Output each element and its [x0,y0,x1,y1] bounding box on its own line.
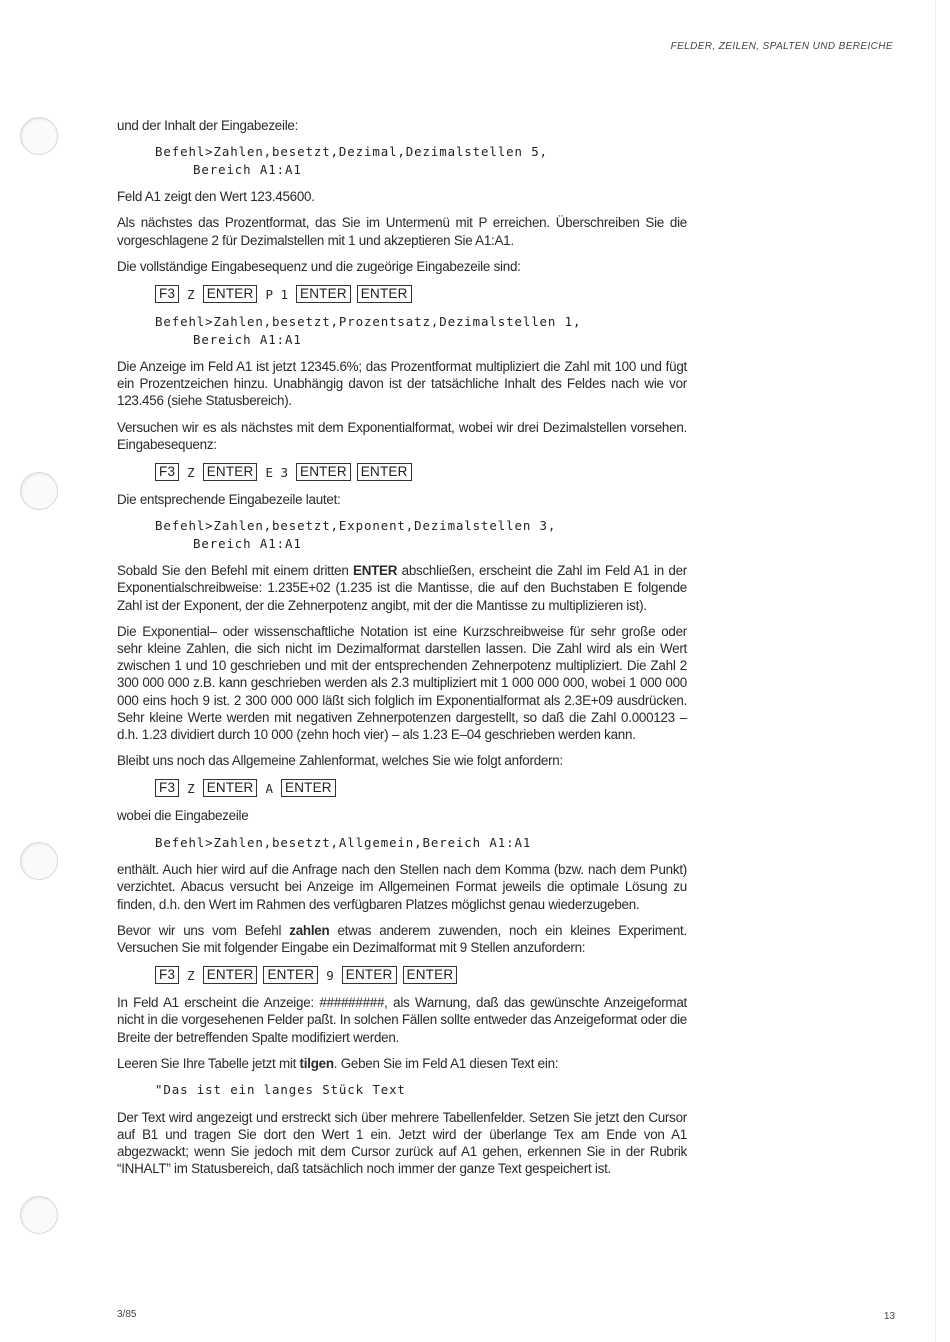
text-run: Sobald Sie den Befehl mit einem dritten [117,563,354,579]
binder-hole [20,117,58,155]
key-char: Z [187,464,195,480]
key-enter: ENTER [342,966,397,984]
key-sequence [117,778,687,798]
key-char: Z [187,780,195,796]
running-header: FELDER, ZEILEN, SPALTEN UND BEREICHE [670,41,893,52]
binder-hole [20,472,58,510]
text-run: etwas anderem zuwenden, noch ein kleines Experiment. Versuchen Sie mit folgender Eingabe ein Dezimalformat mit 9 Stellen anzufordern: [117,922,687,955]
text-run: Leeren Sie Ihre Tabelle jetzt mit [117,1055,300,1071]
paragraph [117,562,687,614]
key-sequence [117,462,687,482]
key-char: P 1 [265,286,289,302]
page-edge-line [935,0,936,1342]
key-f3: F3 [155,463,179,481]
key-enter: ENTER [296,463,351,481]
text-run: Bevor wir uns vom Befehl [117,922,290,938]
binder-hole [20,842,58,880]
paragraph: Die Exponential– oder wissenschaftliche Notation ist eine Kurzschreibweise für sehr große oder sehr kleine Zahlen, die sich nicht im Dezimalformat darstellen lassen. Die Zahl wird als ein Wert zwischen 1 und 10 geschrieben und mit der entsprechenden Zehnerpotenz multipliziert. Die Zahl 2 300 000 000 z.B. kann geschrieben werden als 2.3 multipliziert mit 1 000 000 000, wobei 1 000 000 000 eins hoch 9 ist. 2 300 000 000 läßt sich folglich im Exponentialformat als 2.3E+09 ausdrücken. Sehr kleine Werte werden mit negativen Zehnerpotenzen dargestellt, so daß die Zahl 0.000123 – d.h. 1.23 dividiert durch 10 000 (zehn hoch vier) – als 1.23 E–04 geschrieben werden kann. [117,623,687,743]
key-sequence [117,965,687,985]
code-block [117,313,687,348]
paragraph [117,922,687,956]
paragraph: wobei die Eingabezeile [117,808,249,824]
bold-run: tilgen [299,1055,334,1071]
paragraph: Die Anzeige im Feld A1 ist jetzt 12345.6%; das Prozentformat multipliziert die Zahl mit 100 und fügt ein Prozentzeichen hinzu. Unabhängig davon ist der tatsächliche Inhalt des Feldes nach wie vor 123.456 (siehe Statusbereich). [117,359,687,409]
paragraph: Versuchen wir es als nächstes mit dem Exponentialformat, wobei wir drei Dezimalstellen vorsehen. Eingabesequenz: [117,419,687,452]
key-enter: ENTER [357,463,412,481]
paragraph: Als nächstes das Prozentformat, das Sie im Untermenü mit P erreichen. Überschreiben Sie die vorgeschlagene 2 für Dezimalstellen mit 1 und akzeptieren Sie A1:A1. [117,215,687,248]
paragraph [117,1055,687,1072]
paragraph: enthält. Auch hier wird auf die Anfrage nach den Stellen nach dem Komma (bzw. nach dem Punkt) verzichtet. Abacus versucht bei Anzeige im Allgemeinen Format jeweils die optimale Lösung zu finden, d.h. den Wert im Rahmen des verfügbaren Platzes möglichst genau wiederzugeben. [117,862,687,912]
paragraph: Die entsprechende Eingabezeile lautet: [117,492,341,508]
key-enter: ENTER [203,285,258,303]
key-char: Z [187,286,195,302]
text-run: . Geben Sie im Feld A1 diesen Text ein: [333,1055,559,1071]
footer-date: 3/85 [117,1309,137,1320]
key-enter: ENTER [296,285,351,303]
code-line: Bereich A1:A1 [193,161,302,177]
code-line: Bereich A1:A1 [193,331,302,347]
paragraph: Feld A1 zeigt den Wert 123.45600. [117,189,315,205]
paragraph: In Feld A1 erscheint die Anzeige: #########, als Warnung, daß das gewünschte Anzeigeformat nicht in die vorgesehenen Felder paßt. In solchen Fällen sollte entweder das Anzeigeformat oder die Breite der betreffenden Spalte modifiziert werden. [117,995,687,1045]
key-enter: ENTER [281,779,336,797]
key-char: 9 [326,967,334,983]
code-block [117,143,687,178]
code-line: Befehl>Zahlen,besetzt,Dezimal,Dezimalstellen 5, [155,144,548,160]
binder-hole [20,1196,58,1234]
code-block: "Das ist ein langes Stück Text [155,1082,406,1097]
paragraph: Die vollständige Eingabesequenz und die zugeörige Eingabezeile sind: [117,258,521,274]
key-enter: ENTER [203,966,258,984]
code-block [117,517,687,552]
paragraph: und der Inhalt der Eingabezeile: [117,118,299,133]
key-f3: F3 [155,779,179,797]
text-run: abschließen, erscheint die Zahl im Feld A1 in der Exponentialschreibweise: 1.235E+02 (1.235 ist die Mantisse, die auf den Buchstaben E folgende Zahl ist der Exponent, der die Zehnerpotenz angibt, mit der die Mantisse zu multiplizieren ist). [117,563,687,613]
bold-run: ENTER [353,563,398,579]
page-body [117,117,687,1186]
key-enter: ENTER [403,966,458,984]
key-sequence [117,284,687,304]
paragraph: Bleibt uns noch das Allgemeine Zahlenformat, welches Sie wie folgt anfordern: [117,753,563,769]
key-char: Z [187,967,195,983]
key-enter: ENTER [203,779,258,797]
code-block: Befehl>Zahlen,besetzt,Allgemein,Bereich A1:A1 [155,834,532,850]
code-line: Bereich A1:A1 [193,535,302,551]
key-enter: ENTER [263,966,318,984]
key-enter: ENTER [357,285,412,303]
key-f3: F3 [155,966,179,984]
paragraph: Der Text wird angezeigt und erstreckt sich über mehrere Tabellenfelder. Setzen Sie jetzt den Cursor auf B1 und tragen Sie dort den Wert 1 ein. Jetzt wird der überlange Tex am Ende von A1 abgezwackt; wenn Sie jedoch mit dem Cursor zurück auf A1 gehen, erkennen Sie in der Rubrik “INHALT” im Statusbereich, daß tatsächlich noch immer der ganze Text gespeichert ist. [117,1109,687,1177]
code-line: Befehl>Zahlen,besetzt,Prozentsatz,Dezimalstellen 1, [155,314,582,330]
bold-run: zahlen [289,922,330,938]
code-line: Befehl>Zahlen,besetzt,Exponent,Dezimalstellen 3, [155,518,557,534]
key-f3: F3 [155,285,179,303]
key-enter: ENTER [203,463,258,481]
page-number: 13 [883,1311,895,1322]
key-char: E 3 [265,464,289,480]
key-char: A [265,780,273,796]
